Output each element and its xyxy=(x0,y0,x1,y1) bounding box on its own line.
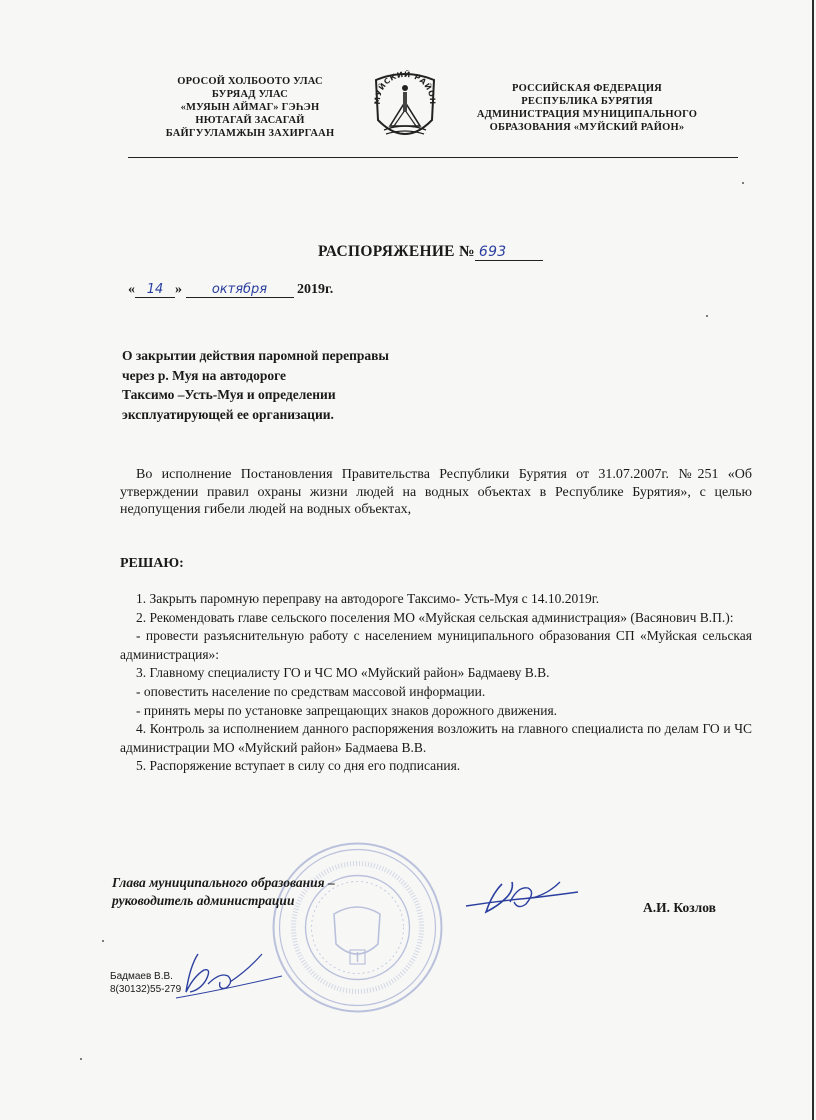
order-subject xyxy=(122,346,442,424)
subject-line: О закрытии действия паромной переправы xyxy=(122,348,389,363)
decision-item: 2. Рекомендовать главе сельского поселения МО «Муйская сельская администрация» (Васянович В.П.): xyxy=(136,609,734,625)
decision-item: 3. Главному специалисту ГО и ЧС МО «Муйский район» Бадмаеву В.В. xyxy=(136,665,550,681)
header-right-line: РОССИЙСКАЯ ФЕДЕРАЦИЯ xyxy=(512,83,662,94)
header-right-line: АДМИНИСТРАЦИЯ МУНИЦИПАЛЬНОГО xyxy=(476,109,698,120)
emblem-text: МУЙСКИЙ РАЙОН xyxy=(372,69,438,105)
decision-item: 5. Распоряжение вступает в силу со дня его подписания. xyxy=(136,758,461,774)
header-right-russian xyxy=(452,82,722,134)
decision-item: - принять меры по установке запрещающих знаков дорожного движения. xyxy=(136,702,558,718)
scan-speck xyxy=(80,1058,82,1060)
date-month: октября xyxy=(186,282,294,298)
header-divider xyxy=(128,157,738,158)
signatory-position xyxy=(112,874,412,910)
decision-item: 1. Закрыть паромную переправу на автодороге Таксимо- Усть-Муя с 14.10.2019г. xyxy=(136,591,600,606)
date-year: 2019г. xyxy=(297,282,334,297)
scan-speck xyxy=(742,182,744,184)
executor-info xyxy=(110,970,181,996)
header-right-line: ОБРАЗОВАНИЯ «МУЙСКИЙ РАЙОН» xyxy=(489,122,685,133)
district-emblem-icon xyxy=(370,68,440,146)
signatory-position-line: руководитель администрации xyxy=(112,893,295,908)
header-left-buryat xyxy=(150,75,350,140)
executor-phone: 8(30132)55-279 xyxy=(110,984,182,995)
header-left-line: ОРОСОЙ ХОЛБООТО УЛАС xyxy=(177,76,323,87)
decision-item: - оповестить население по средствам массовой информации. xyxy=(136,683,486,699)
header-left-line: БАЙГУУЛАМЖЫН ЗАХИРГААН xyxy=(165,128,335,139)
date-day: 14 xyxy=(135,282,175,298)
scan-speck xyxy=(706,315,708,317)
date-open-quote: « xyxy=(128,282,135,297)
subject-line: Таксимо –Усть-Муя и определении xyxy=(122,387,336,402)
decision-item: - провести разъяснительную работу с населением муниципального образования СП «Муйская сельская администрация»: xyxy=(120,628,752,662)
subject-line: через р. Муя на автодороге xyxy=(122,367,287,383)
header-left-line: НЮТАГАЙ ЗАСАГАЙ xyxy=(195,115,305,126)
official-stamp-icon xyxy=(270,840,445,1015)
order-number: 693 xyxy=(475,244,543,261)
decision-item: 4. Контроль за исполнением данного распоряжения возложить на главного специалиста по делам ГО и ЧС администрации МО «Муйский район» Бадмаева В.В. xyxy=(120,721,752,755)
preamble-paragraph: Во исполнение Постановления Правительства Республики Бурятия от 31.07.2007г. №251 «Об утверждении правил охраны жизни людей на водных объектах в Республике Бурятия», с целью недопущения гибели людей на водных объектах, xyxy=(120,467,752,517)
order-date xyxy=(128,282,333,298)
decision-heading: РЕШАЮ: xyxy=(120,556,184,571)
scan-speck xyxy=(102,940,104,942)
signatory-position-line: Глава муниципального образования – xyxy=(112,875,335,890)
header-right-line: РЕСПУБЛИКА БУРЯТИЯ xyxy=(521,96,653,107)
header-left-line: БУРЯАД УЛАС xyxy=(211,89,289,100)
order-title-text: РАСПОРЯЖЕНИЕ № xyxy=(318,243,475,260)
executor-name: Бадмаев В.В. xyxy=(110,971,173,982)
executor-signature-icon xyxy=(172,946,292,1006)
signature-icon xyxy=(462,872,582,922)
signatory-name: А.И. Козлов xyxy=(643,900,716,915)
date-close-quote: » xyxy=(175,282,182,297)
scan-edge xyxy=(812,0,814,1120)
header-left-line: «МУЯЫН АЙМАГ» ГЭҺЭН xyxy=(180,102,320,113)
order-title xyxy=(318,243,543,261)
subject-line: эксплуатирующей ее организации. xyxy=(122,406,334,422)
decision-items xyxy=(120,590,752,776)
